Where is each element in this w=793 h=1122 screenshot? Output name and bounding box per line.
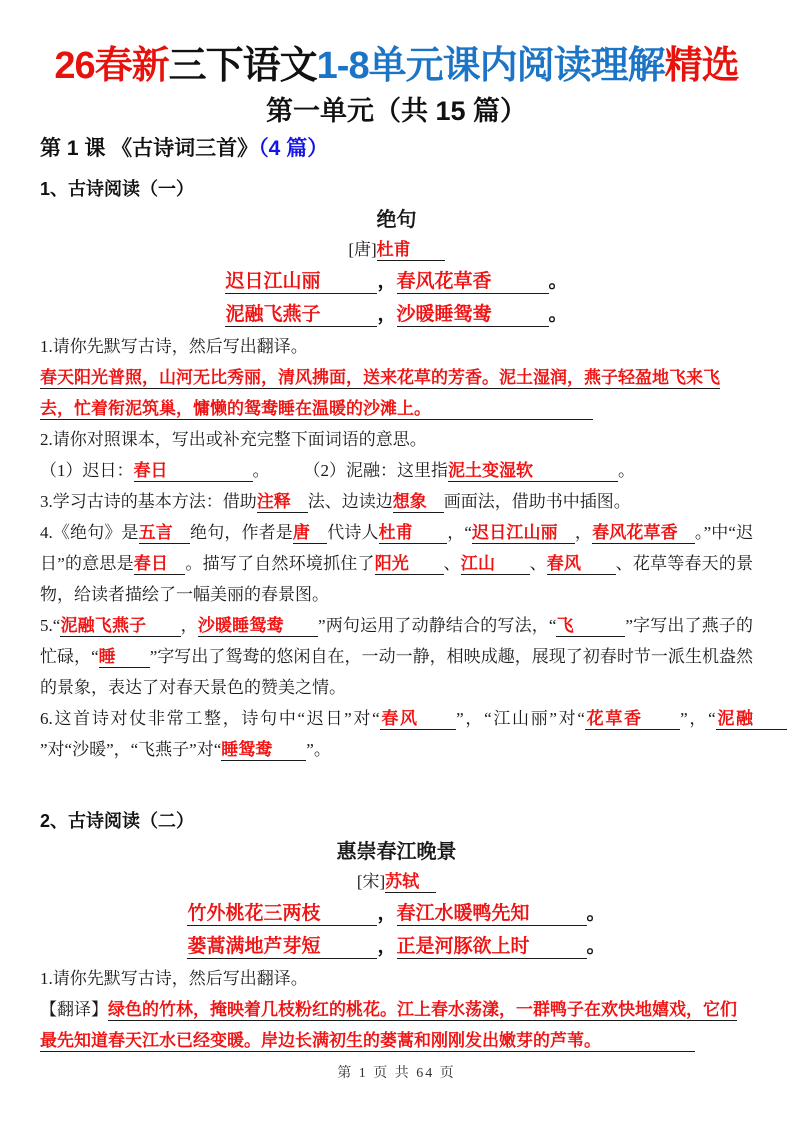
- text-run: 4.《绝句》是: [40, 523, 139, 543]
- answer-blank: 江山: [460, 554, 530, 574]
- document-title: [40, 44, 753, 90]
- poem-author-line: [40, 235, 753, 265]
- answer-blank: 竹外桃花三两枝: [187, 903, 378, 925]
- poem-verse-line: [40, 897, 753, 930]
- text-run: [唐]: [348, 240, 377, 260]
- text-run: 。描写了自然环境抓住了: [185, 554, 375, 574]
- answer-blank: 蒌蒿满地芦芽短: [187, 936, 378, 958]
- answer-blank: 飞: [556, 616, 626, 636]
- text-run: ，“: [447, 523, 472, 543]
- question-4: [40, 517, 753, 610]
- text-run: ”字写出了燕子的忙碌，“: [40, 616, 754, 667]
- text-run: ，: [377, 304, 397, 326]
- answer-blank: 阳光: [374, 554, 444, 574]
- answer-blank: 春日: [133, 461, 253, 481]
- question-1-answer: [40, 362, 753, 424]
- text-run: 三下语文: [168, 45, 317, 87]
- answer-blank: 春风: [546, 554, 616, 574]
- answer-blank: 睡鸳鸯: [221, 740, 307, 760]
- text-run: ”两句运用了动静结合的写法，“: [318, 616, 557, 636]
- answer-blank: 唐: [292, 523, 328, 543]
- question-2-label: 2.请你对照课本，写出或补充完整下面词语的意思。: [40, 430, 427, 450]
- text-run: 【翻译】: [40, 1000, 108, 1020]
- poem-huichong: [40, 837, 753, 963]
- answer-blank: 五言: [138, 523, 191, 543]
- answer-blank: 迟日江山丽: [471, 523, 575, 543]
- text-run: 3.学习古诗的基本方法：借助: [40, 492, 257, 512]
- text-run: 1-8单元课内阅读理解: [316, 45, 665, 87]
- text-run: ，: [377, 903, 397, 925]
- text-run: 26春新: [54, 45, 169, 87]
- answer-blank: 泥土变湿软: [448, 461, 618, 481]
- question-5: [40, 610, 753, 703]
- section-poem-reading-1: [40, 165, 788, 765]
- text-run: 。: [548, 271, 568, 293]
- text-run: 5.“: [40, 616, 61, 636]
- answer-blank: 春风花草香: [592, 523, 695, 543]
- answer-blank: 花草香: [584, 709, 681, 729]
- text-run: ”。: [306, 740, 331, 760]
- answer-blank: 沙暖睡鸳鸯: [197, 616, 319, 636]
- text-run: ，: [377, 936, 397, 958]
- poem-jueju: [40, 205, 753, 331]
- question-3: [40, 486, 753, 517]
- answer-blank: 正是河豚欲上时: [396, 936, 587, 958]
- answer-blank: 泥融: [715, 709, 788, 729]
- text-run: 、花草等春天的景物，给读者描绘了一幅美丽的春景图。: [40, 554, 754, 605]
- text-run: （1）迟日：: [40, 461, 134, 481]
- text-run: （4 篇）: [258, 136, 329, 160]
- answer-blank: 泥融飞燕子: [225, 304, 378, 326]
- poem-verse-line: [40, 298, 753, 331]
- text-run: 法、边读边: [307, 492, 393, 512]
- text-run: 。 （2）泥融：这里指: [252, 461, 448, 481]
- text-run: 。: [586, 903, 606, 925]
- text-run: ”字写出了鸳鸯的悠闲自在，一动一静，相映成趣，展现了初春时节一派生机盎然的景象，表达了对春天景色的赞美之情。: [40, 647, 754, 698]
- text-run: 、: [443, 554, 461, 574]
- lesson-heading: [40, 135, 753, 163]
- poem-title: 惠崇春江晚景: [336, 841, 457, 864]
- answer-blank: 迟日江山丽: [225, 271, 378, 293]
- unit-heading: 第一单元（共 15 篇）: [265, 95, 528, 126]
- poem-author-line: [40, 867, 753, 897]
- answer-blank: 泥融飞燕子: [60, 616, 181, 636]
- text-run: 。”中“迟日”的意思是: [40, 523, 754, 574]
- question-2-items: [40, 455, 753, 486]
- page-footer: 第 1 页 共 64 页: [337, 1066, 456, 1081]
- text-run: ”，“: [680, 709, 716, 729]
- translation-answer: [40, 994, 753, 1056]
- answer-blank: 春江水暖鸭先知: [396, 903, 587, 925]
- text-run: ，: [574, 523, 593, 543]
- answer-blank: 春日: [133, 554, 186, 574]
- section-poem-reading-2: [40, 765, 753, 1056]
- text-run: 、: [529, 554, 547, 574]
- text-run: 6.这首诗对仗非常工整，诗句中“迟日”对“: [40, 709, 380, 729]
- question-6: [40, 703, 788, 765]
- text-run: ，: [180, 616, 198, 636]
- question-1-label: 1.请你先默写古诗，然后写出翻译。: [40, 969, 308, 989]
- answer-blank: 绿色的竹林，掩映着几枝粉红的桃花。江上春水荡漾，一群鸭子在欢快地嬉戏，它们最先知道春天江水已经变暖。岸边长满初生的蒌蒿和刚刚发出嫩芽的芦苇。: [40, 1000, 737, 1051]
- answer-blank: 杜甫: [376, 240, 445, 260]
- text-run: 。: [548, 304, 568, 326]
- section-1-heading: 1、古诗阅读（一）: [40, 179, 195, 200]
- answer-blank: 睡: [98, 647, 150, 667]
- text-run: 精选: [664, 45, 739, 87]
- poem-verse-line: [40, 265, 753, 298]
- text-run: [宋]: [356, 872, 386, 892]
- answer-blank: 春风: [379, 709, 457, 729]
- text-run: 。: [618, 461, 635, 481]
- section-2-heading: 2、古诗阅读（二）: [40, 811, 195, 832]
- text-run: ”对“沙暖”，“飞燕子”对“: [40, 740, 222, 760]
- text-run: 画面法，借助书中插图。: [443, 492, 631, 512]
- answer-blank: 苏轼: [385, 872, 437, 892]
- text-run: 代诗人: [327, 523, 379, 543]
- text-run: 绝句，作者是: [190, 523, 293, 543]
- text-run: ，: [377, 271, 397, 293]
- answer-blank: 杜甫: [378, 523, 448, 543]
- answer-blank: 春天阳光普照，山河无比秀丽，清风拂面，送来花草的芳香。泥土湿润，燕子轻盈地飞来飞去，忙着衔泥筑巢，慵懒的鸳鸯睡在温暖的沙滩上。: [40, 368, 720, 419]
- poem-verse-line: [40, 930, 753, 963]
- answer-blank: 春风花草香: [396, 271, 549, 293]
- answer-blank: 沙暖睡鸳鸯: [396, 304, 549, 326]
- answer-blank: 想象: [392, 492, 444, 512]
- text-run: ”，“江山丽”对“: [456, 709, 585, 729]
- text-run: 。: [586, 936, 606, 958]
- answer-blank: 注释: [256, 492, 308, 512]
- text-run: 第 1 课 《古诗词三首》: [40, 136, 259, 160]
- poem-title: 绝句: [376, 209, 417, 232]
- question-1-label: 1.请你先默写古诗，然后写出翻译。: [40, 337, 308, 357]
